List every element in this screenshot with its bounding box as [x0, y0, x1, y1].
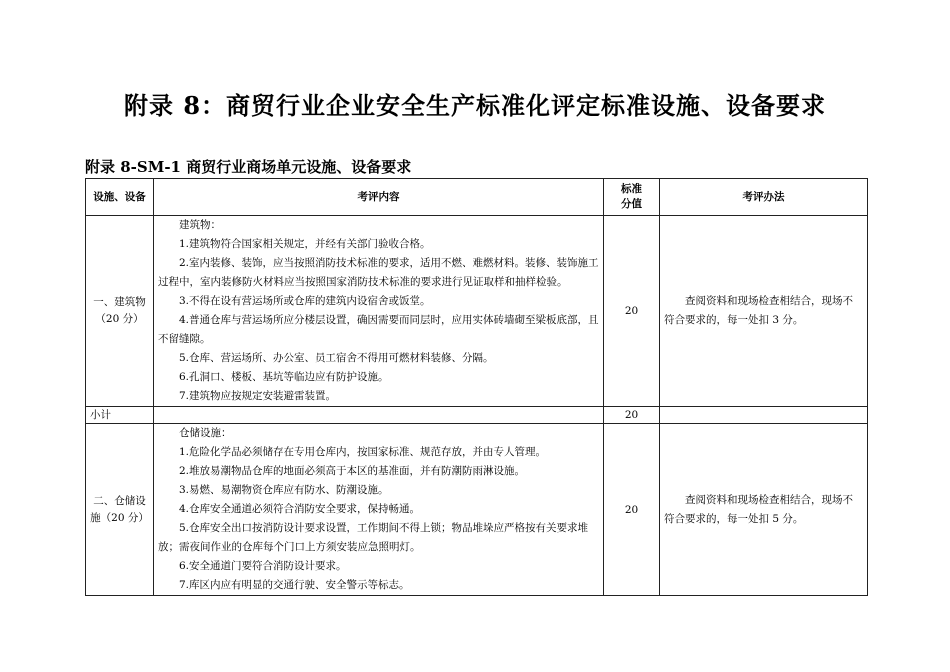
requirements-table: [85, 178, 868, 596]
content-line: 7.库区内应有明显的交通行驶、安全警示等标志。: [179, 579, 410, 591]
facility-points: 施（20 分）: [90, 511, 149, 524]
content-line: 3.易燃、易潮物资仓库应有防水、防潮设施。: [179, 484, 389, 496]
facility-points: （20 分）: [95, 313, 144, 325]
subtotal-empty-content: [154, 407, 604, 424]
facility-name: 二、仓储设: [93, 494, 146, 507]
subtotal-score: 20: [604, 407, 660, 424]
content-line: 1.建筑物符合国家相关规定，并经有关部门验收合格。: [179, 238, 431, 250]
table-row: [86, 216, 868, 407]
content-line: 1.危险化学品必须储存在专用仓库内，按国家标准、规范存放，并由专人管理。: [179, 446, 547, 458]
table-row: [86, 424, 868, 596]
method-text: 查阅资料和现场检查相结合，现场不符合要求的，每一处扣 3 分。: [664, 295, 853, 326]
table-header-row: [86, 179, 868, 216]
method-cell: [660, 216, 868, 407]
header-facility: 设施、设备: [86, 179, 154, 216]
section-title: 附录 8-SM-1 商贸行业商场单元设施、设备要求: [85, 158, 412, 176]
subtotal-label: 小计: [86, 407, 154, 424]
score-cell: 20: [604, 216, 660, 407]
content-line: 6.安全通道门要符合消防设计要求。: [179, 560, 347, 572]
header-score-line2: 分值: [621, 198, 642, 210]
header-score-line1: 标准: [621, 183, 642, 195]
content-cell: [154, 424, 604, 596]
content-line: 4.普通仓库与营运场所应分楼层设置，确因需要而同层时，应用实体砖墙砌至梁板底部，且不留缝隙。: [158, 314, 599, 345]
facility-cell: [86, 424, 154, 596]
content-line: 7.建筑物应按规定安装避雷装置。: [179, 390, 337, 402]
content-line: 6.孔洞口、楼板、基坑等临边应有防护设施。: [179, 371, 389, 383]
content-line: 2.室内装修、装饰，应当按照消防技术标准的要求，适用不燃、难燃材料。装修、装饰施工过程中，室内装修防火材料应当按照国家消防技术标准的要求进行见证取样和抽样检验。: [158, 257, 599, 288]
content-line: 4.仓库安全通道必须符合消防安全要求，保持畅通。: [179, 503, 421, 515]
content-line: 5.仓库安全出口按消防设计要求设置，工作期间不得上锁；物品堆垛应严格按有关要求堆放；需夜间作业的仓库每个门口上方须安装应急照明灯。: [158, 522, 589, 553]
content-cell: [154, 216, 604, 407]
content-line: 3.不得在设有营运场所或仓库的建筑内设宿舍或饭堂。: [179, 295, 431, 307]
method-cell: [660, 424, 868, 596]
header-content: 考评内容: [154, 179, 604, 216]
content-line: 建筑物：: [179, 219, 221, 231]
content-line: 5.仓库、营运场所、办公室、员工宿舍不得用可燃材料装修、分隔。: [179, 352, 494, 364]
content-line: 2.堆放易潮物品仓库的地面必须高于本区的基准面，并有防潮防雨淋设施。: [179, 465, 526, 477]
subtotal-empty-method: [660, 407, 868, 424]
content-line: 仓储设施：: [179, 427, 232, 439]
subtotal-row: [86, 407, 868, 424]
page-title: 附录 8：商贸行业企业安全生产标准化评定标准设施、设备要求: [123, 91, 827, 120]
header-method: 考评办法: [660, 179, 868, 216]
method-text: 查阅资料和现场检查相结合，现场不符合要求的，每一处扣 5 分。: [664, 493, 853, 525]
facility-name: 一、建筑物: [93, 296, 146, 308]
header-score: [604, 179, 660, 216]
facility-cell: [86, 216, 154, 407]
score-cell: 20: [604, 424, 660, 596]
